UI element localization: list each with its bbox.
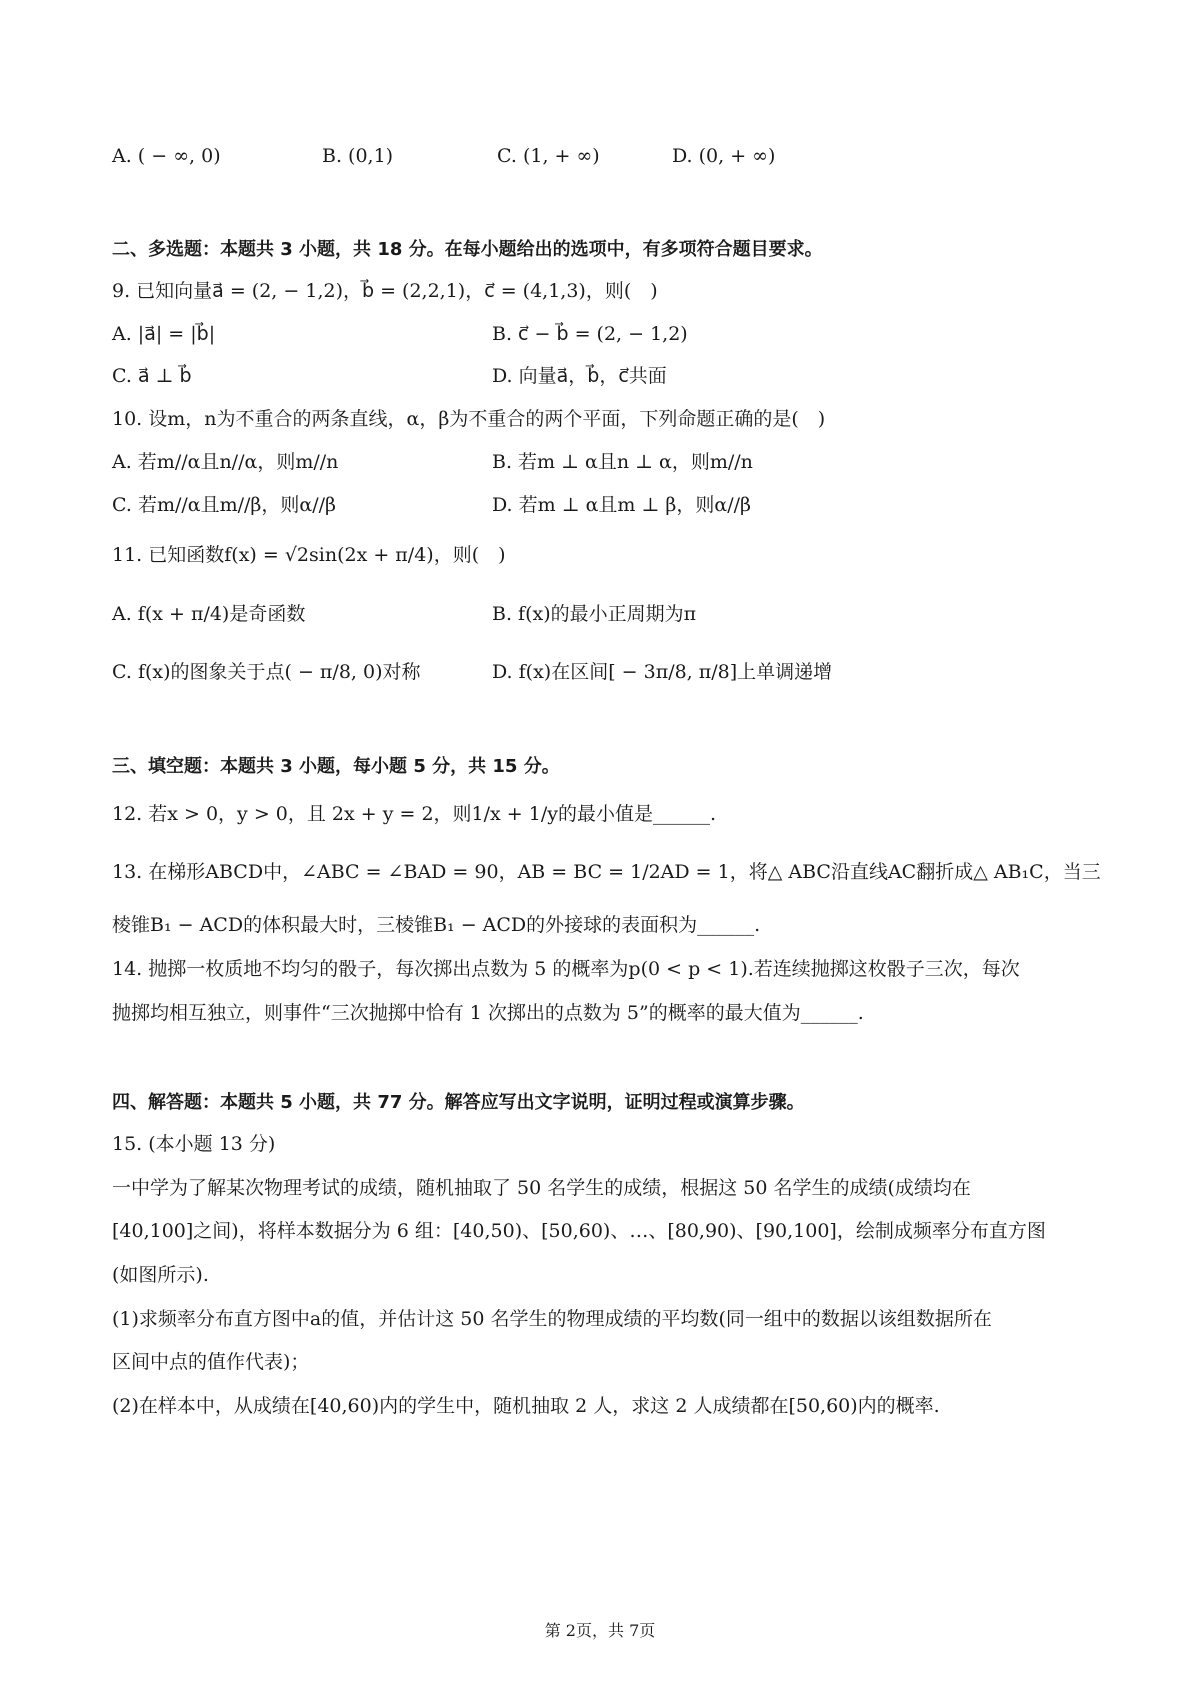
- q9-options-row-2: [112, 362, 667, 390]
- section-3-heading: 三、填空题：本题共 3 小题，每小题 5 分，共 15 分。: [112, 756, 560, 777]
- q9-stem: 9. 已知向量a⃗ = (2, − 1,2)，b⃗ = (2,2,1)，c⃗ = (4,1,3)，则( ): [112, 280, 658, 302]
- q10-option-c: C. 若m//α且m//β，则α//β: [112, 494, 337, 516]
- q10-option-a: A. 若m//α且n//α，则m//n: [112, 451, 339, 473]
- q15-title: 15. (本小题 13 分): [112, 1133, 276, 1155]
- q9-option-b: B. c⃗ − b⃗ = (2, − 1,2): [492, 323, 688, 345]
- q12-text: 12. 若x > 0，y > 0，且 2x + y = 2，则1/x + 1/y的最小值是______.: [112, 803, 717, 825]
- q15-line-2: [40,100]之间)，将样本数据分为 6 组：[40,50)、[50,60)、…、[80,90)、[90,100]，绘制成频率分布直方图: [112, 1220, 1046, 1242]
- q11-option-d: D. f(x)在区间[ − 3π/8, π/8]上单调递增: [492, 661, 833, 683]
- q15-line-3: (如图所示).: [112, 1264, 209, 1286]
- q15-part1-line-2: 区间中点的值作代表)；: [112, 1351, 310, 1373]
- q10-option-d: D. 若m ⊥ α且m ⊥ β，则α//β: [492, 494, 751, 516]
- q15-part1-line-1: (1)求频率分布直方图中a的值，并估计这 50 名学生的物理成绩的平均数(同一组中的数据以该组数据所在: [112, 1308, 992, 1330]
- q13-line-1: 13. 在梯形ABCD中，∠ABC = ∠BAD = 90，AB = BC = 1/2AD = 1，将△ ABC沿直线AC翻折成△ AB₁C，当三: [112, 861, 1101, 883]
- q9-option-a: A. |a⃗| = |b⃗|: [112, 323, 216, 345]
- q15-line-1: 一中学为了解某次物理考试的成绩，随机抽取了 50 名学生的成绩，根据这 50 名学生的成绩(成绩均在: [112, 1177, 971, 1199]
- q15-part2: (2)在样本中，从成绩在[40,60)内的学生中，随机抽取 2 人，求这 2 人成绩都在[50,60)内的概率.: [112, 1395, 940, 1417]
- q10-options-row-2: [112, 491, 751, 519]
- q9-options-row-1: [112, 320, 688, 348]
- q10-stem: 10. 设m，n为不重合的两条直线，α，β为不重合的两个平面，下列命题正确的是( ): [112, 408, 826, 430]
- q11-option-a: A. f(x + π/4)是奇函数: [112, 603, 306, 625]
- q14-line-2: 抛掷均相互独立，则事件“三次抛掷中恰有 1 次掷出的点数为 5”的概率的最大值为______.: [112, 1002, 864, 1024]
- q11-option-c: C. f(x)的图象关于点( − π/8, 0)对称: [112, 661, 421, 683]
- q13-line-2: 棱锥B₁ − ACD的体积最大时，三棱锥B₁ − ACD的外接球的表面积为______.: [112, 914, 761, 936]
- q10-option-b: B. 若m ⊥ α且n ⊥ α，则m//n: [492, 451, 753, 473]
- q11-option-b: B. f(x)的最小正周期为π: [492, 603, 697, 625]
- q8-option-c: C. (1, + ∞): [497, 145, 600, 167]
- q8-option-b: B. (0,1): [322, 145, 394, 167]
- q10-options-row-1: [112, 448, 753, 476]
- q14-line-1: 14. 抛掷一枚质地不均匀的骰子，每次掷出点数为 5 的概率为p(0 < p < 1).若连续抛掷这枚骰子三次，每次: [112, 958, 1020, 980]
- q8-option-d: D. (0, + ∞): [672, 145, 776, 167]
- section-2-heading: 二、多选题：本题共 3 小题，共 18 分。在每小题给出的选项中，有多项符合题目要求。: [112, 239, 823, 260]
- q11-options-row-2: [112, 658, 833, 686]
- page-footer: 第 2页，共 7页: [544, 1621, 656, 1640]
- q11-stem: 11. 已知函数f(x) = √2sin(2x + π/4)，则( ): [112, 544, 506, 566]
- q8-option-a: A. ( − ∞, 0): [112, 145, 221, 167]
- section-4-heading: 四、解答题：本题共 5 小题，共 77 分。解答应写出文字说明，证明过程或演算步骤。: [112, 1092, 805, 1113]
- q9-option-d: D. 向量a⃗，b⃗，c⃗共面: [492, 365, 667, 387]
- q11-options-row-1: [112, 600, 697, 628]
- q9-option-c: C. a⃗ ⊥ b⃗: [112, 365, 192, 387]
